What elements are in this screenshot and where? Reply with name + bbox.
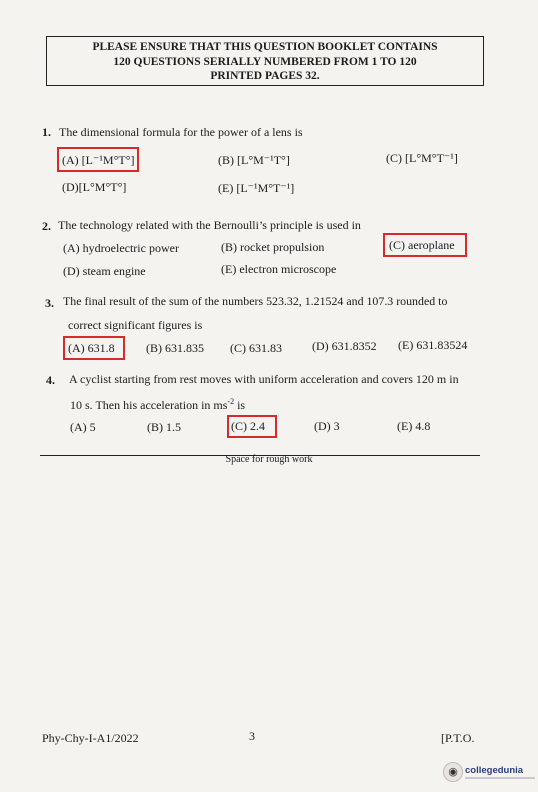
option-b: (B) [L°M⁻¹T°]: [218, 153, 290, 167]
question-number: 4.: [46, 373, 55, 387]
answer-mark-box: [227, 415, 277, 438]
option-c: (C) 2.4: [231, 419, 265, 433]
option-b: (B) rocket propulsion: [221, 240, 325, 254]
unit-exponent: -2: [227, 397, 235, 406]
question-text-line-1: The final result of the sum of the numbers 523.32, 1.21524 and 107.3 rounded to: [63, 294, 448, 308]
option-c: (C) [L°M°T⁻¹]: [386, 151, 458, 165]
question-text-line-2: [70, 397, 245, 413]
option-d: (D) 631.8352: [312, 339, 377, 353]
question-number: 3.: [45, 296, 54, 310]
question-text-line-1: A cyclist starting from rest moves with uniform acceleration and covers 120 m in: [69, 372, 459, 386]
option-d: (D) steam engine: [63, 264, 146, 278]
question-text-line-2-main: 10 s. Then his acceleration in ms: [70, 398, 228, 412]
option-b: (B) 631.835: [146, 341, 204, 355]
option-e: (E) electron microscope: [221, 262, 337, 276]
option-e: (E) 4.8: [397, 419, 431, 433]
question-number: 2.: [42, 219, 51, 233]
question-text: The dimensional formula for the power of a lens is: [59, 125, 303, 139]
option-a: (A) hydroelectric power: [63, 241, 179, 255]
option-e: (E) 631.83524: [398, 338, 468, 352]
question-number: 1.: [42, 125, 51, 139]
option-d: (D) 3: [314, 419, 340, 433]
booklet-notice-box: [46, 36, 484, 86]
question-text-line-2-end: is: [234, 398, 246, 412]
question-text-line-2: correct significant figures is: [68, 318, 203, 332]
rough-work-label: Space for rough work: [225, 454, 313, 465]
question-text: The technology related with the Bernoulli’s principle is used in: [58, 218, 361, 232]
page-number: 3: [249, 729, 255, 743]
paper-code: Phy-Chy-I-A1/2022: [42, 731, 139, 745]
option-a: (A) 631.8: [68, 341, 115, 355]
notice-line-3: PRINTED PAGES 32.: [210, 70, 320, 82]
option-c: (C) 631.83: [230, 341, 282, 355]
answer-mark-box: [383, 233, 467, 257]
brand-name: collegedunia: [465, 765, 524, 776]
option-c: (C) aeroplane: [389, 238, 455, 252]
answer-mark-box: [63, 336, 125, 360]
option-a: (A) 5: [70, 420, 96, 434]
option-e: (E) [L⁻¹M°T⁻¹]: [218, 181, 295, 195]
answer-mark-box: [57, 147, 139, 172]
brand-tagline-bar: [465, 777, 535, 779]
option-b: (B) 1.5: [147, 420, 181, 434]
please-turn-over: [P.T.O.: [441, 731, 475, 745]
watermark-logo: [441, 760, 537, 786]
option-a: (A) [L⁻¹M°T°]: [62, 153, 135, 167]
notice-line-2: 120 QUESTIONS SERIALLY NUMBERED FROM 1 TO 120: [113, 55, 417, 68]
owl-logo-icon: ◉: [443, 762, 463, 782]
option-d: (D)[L°M°T°]: [62, 180, 127, 194]
notice-line-1: PLEASE ENSURE THAT THIS QUESTION BOOKLET CONTAINS: [92, 41, 438, 53]
